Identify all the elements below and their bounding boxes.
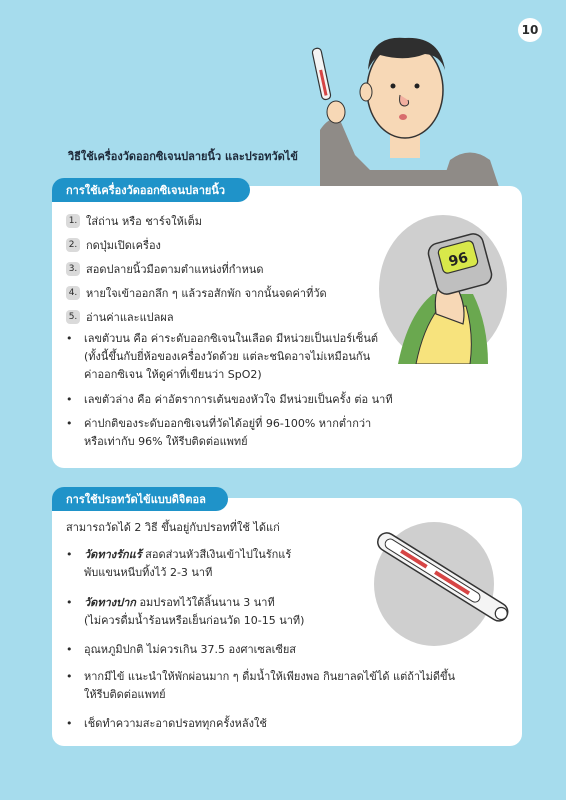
page-title: วิธีใช้เครื่องวัดออกซิเจนปลายนิ้ว และปรอทวัดไข้ [68, 150, 298, 163]
step-text: หายใจเข้าออกลึก ๆ แล้วรอสักพัก จากนั้นจดค่าที่วัด [86, 287, 327, 300]
pulse-oximeter-illustration [378, 214, 508, 364]
oximeter-step-2 [66, 236, 161, 254]
step-text: สอดปลายนิ้วมือตามตำแหน่งที่กำหนด [86, 263, 264, 276]
thermometer-intro: สามารถวัดได้ 2 วิธี ขึ้นอยู่กับปรอทที่ใช้ ได้แก่ [66, 521, 280, 534]
step-number: 4. [66, 286, 80, 300]
step-number: 1. [66, 214, 80, 228]
step-number: 3. [66, 262, 80, 276]
step-text: ใส่ถ่าน หรือ ชาร์จให้เต็ม [86, 215, 202, 228]
oximeter-step-3 [66, 260, 264, 278]
oximeter-step-5 [66, 308, 174, 326]
oximeter-step-1 [66, 212, 202, 230]
step-number: 5. [66, 310, 80, 324]
step-text: กดปุ่มเปิดเครื่อง [86, 239, 161, 252]
step-number: 2. [66, 238, 80, 252]
step-text: อ่านค่าและแปลผล [86, 311, 174, 324]
oximeter-step-4 [66, 284, 327, 302]
oximeter-section-heading: การใช้เครื่องวัดออกซิเจนปลายนิ้ว [52, 178, 250, 202]
page-number: 10 [518, 18, 542, 42]
digital-thermometer-illustration [372, 520, 512, 650]
man-with-thermometer-illustration [300, 20, 500, 190]
oximeter-reading: 96 [447, 249, 471, 271]
thermometer-section-heading: การใช้ปรอทวัดไข้แบบดิจิตอล [52, 487, 228, 511]
